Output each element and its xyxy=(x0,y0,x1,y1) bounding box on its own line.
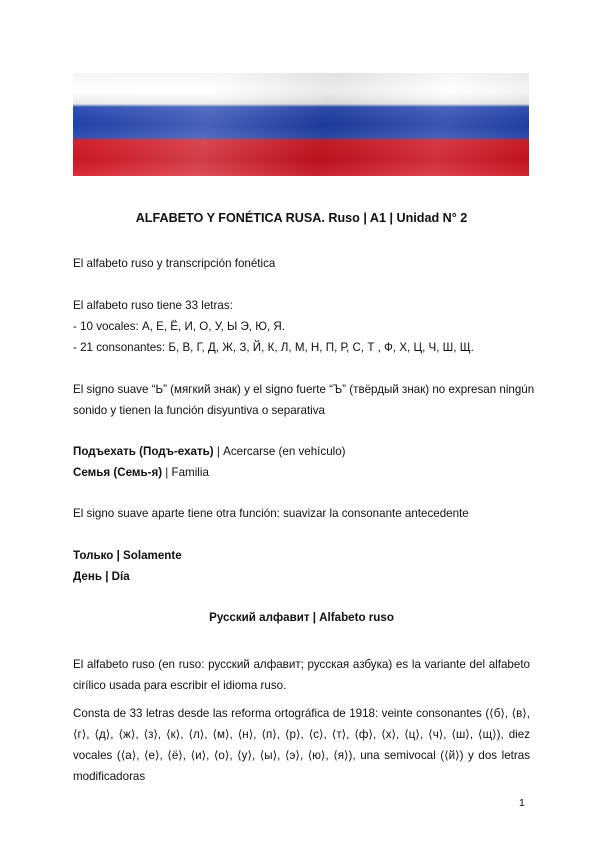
intro-text: El alfabeto ruso y transcripción fonética xyxy=(73,257,276,270)
russian-flag-image xyxy=(73,73,529,176)
page-number: 1 xyxy=(519,797,525,809)
paragraph-2: Consta de 33 letras desde las reforma ortográfica de 1918: veinte consonantes (⟨б⟩, ⟨в⟩, ⟨г⟩, ⟨д⟩, ⟨ж⟩, ⟨з⟩, ⟨к⟩, ⟨л⟩, ⟨м⟩, ⟨н⟩, ⟨п⟩, ⟨р⟩, ⟨с⟩, ⟨т⟩, ⟨ф⟩, ⟨х⟩, ⟨ц⟩, ⟨ч⟩, ⟨ш⟩, ⟨щ⟩), diez vocales (⟨а⟩, ⟨е⟩, ⟨ё⟩, ⟨и⟩, ⟨о⟩, ⟨у⟩, ⟨ы⟩, ⟨э⟩, ⟨ю⟩, ⟨я⟩), una semivocal (⟨й⟩) y dos letras modificadoras xyxy=(73,707,530,783)
example-4-text: День | Día xyxy=(73,570,130,583)
example-2-spanish: | Familia xyxy=(162,466,209,479)
example-1 xyxy=(73,445,346,458)
section-subtitle: Русский алфавит | Alfabeto ruso xyxy=(209,611,394,624)
vowels-list: - 10 vocales: А, Е, Ё, И, О, У, Ы Э, Ю, Я. xyxy=(73,320,285,333)
example-4 xyxy=(73,570,130,583)
signs-text-line-1: El signo suave “Ь” (мягкий знак) y el signo fuerte “Ъ” (твёрдый знак) no expresan ningún xyxy=(73,383,535,396)
example-1-spanish: | Acercarse (en vehículo) xyxy=(213,445,346,458)
paragraph-1: El alfabeto ruso (en ruso: русский алфавит; русская азбука) es la variante del alfabeto cirílico usada para escribir el idioma ruso. xyxy=(73,658,530,692)
example-2-russian: Семья (Семь-я) xyxy=(73,466,163,479)
example-2 xyxy=(73,466,209,479)
soft-sign-note: El signo suave aparte tiene otra función: suavizar la consonante antecedente xyxy=(73,507,469,520)
example-3-text: Только | Solamente xyxy=(73,549,182,562)
document-title: ALFABETO Y FONÉTICA RUSA. Ruso | A1 | Unidad N° 2 xyxy=(135,211,468,225)
example-3 xyxy=(73,549,182,562)
example-1-russian: Подъехать (Подъ-ехать) xyxy=(73,445,214,458)
consonants-list: - 21 consonantes: Б, В, Г, Д, Ж, З, Й, К, Л, М, Н, П, Р, С, Т , Ф, Х, Ц, Ч, Ш, Щ. xyxy=(73,341,474,354)
signs-text-line-2: sonido y tienen la función disyuntiva o separativa xyxy=(73,404,325,417)
letters-count: El alfabeto ruso tiene 33 letras: xyxy=(73,299,233,312)
